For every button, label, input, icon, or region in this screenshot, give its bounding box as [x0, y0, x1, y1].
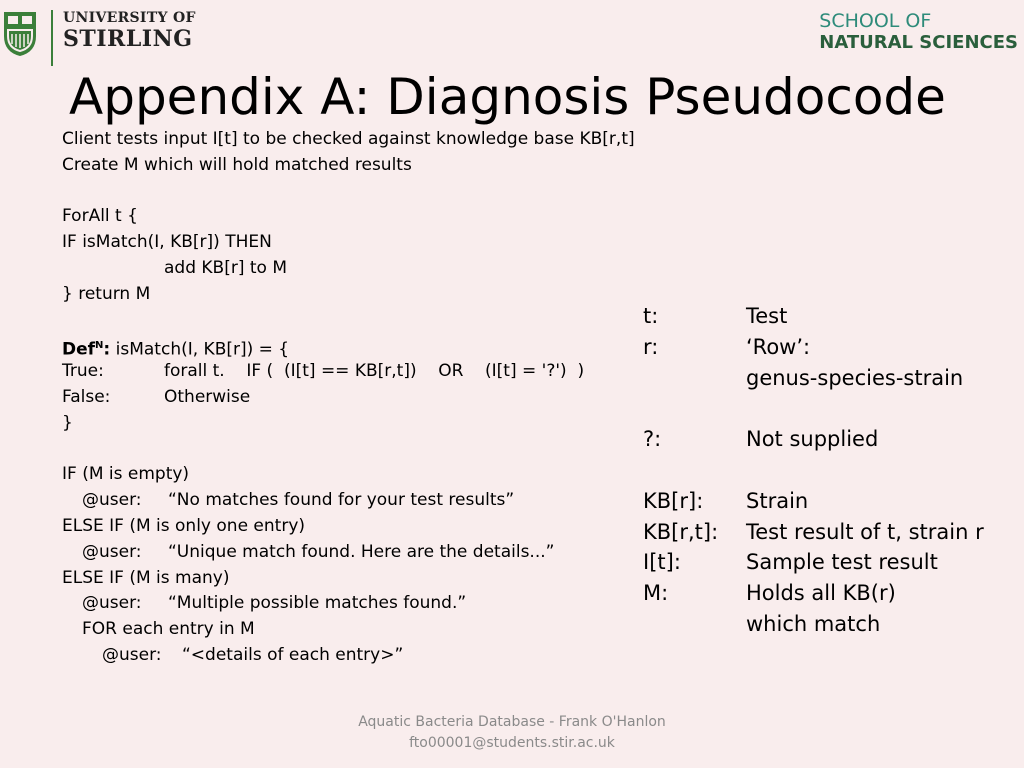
message-text: “Multiple possible matches found.”	[168, 593, 467, 614]
user-label: @user:	[82, 593, 142, 614]
definition-row	[643, 547, 984, 578]
university-name-line1: UNIVERSITY OF	[63, 10, 196, 26]
code-text: FOR each entry in M	[82, 619, 255, 640]
definition-row	[643, 578, 984, 609]
definitions-legend	[643, 301, 984, 640]
def-colon: :	[103, 340, 111, 361]
definition-desc: Test result of t, strain r	[746, 519, 984, 544]
code-line: ELSE IF (M is only one entry)	[62, 515, 306, 536]
logo-divider	[51, 10, 53, 66]
definition-term	[643, 609, 746, 640]
definition-row	[643, 609, 984, 640]
message-text: “No matches found for your test results”	[168, 490, 515, 511]
definition-term: t:	[643, 304, 659, 328]
code-line: IF (M is empty)	[62, 464, 190, 485]
definition-term: M:	[643, 581, 669, 606]
code-line: ForAll t {	[62, 206, 138, 227]
definition-desc: which match	[746, 611, 881, 636]
pseudocode-block	[62, 127, 635, 669]
code-line: }	[62, 412, 73, 433]
definition-row	[643, 486, 984, 517]
code-line: Create M which will hold matched results	[62, 154, 412, 175]
definition-term: ?:	[643, 427, 662, 452]
code-line: } return M	[62, 283, 151, 304]
school-name-line2: NATURAL SCIENCES	[819, 32, 1018, 53]
definition-desc: Holds all KB(r)	[746, 581, 896, 606]
university-logo	[0, 8, 210, 68]
false-label: False:	[62, 386, 111, 407]
definition-desc: Sample test result	[746, 550, 938, 575]
definition-term: I[t]:	[643, 550, 681, 575]
footer-author: Aquatic Bacteria Database - Frank O'Hanlon	[358, 714, 666, 730]
code-line	[62, 617, 635, 643]
true-label: True:	[62, 361, 104, 382]
code-line	[62, 643, 635, 669]
user-label: @user:	[82, 541, 142, 562]
code-line	[62, 256, 635, 282]
university-name-line2: STIRLING	[63, 26, 193, 52]
blank-line	[62, 179, 635, 205]
footer-email: fto00001@students.stir.ac.uk	[409, 735, 615, 751]
user-label: @user:	[82, 490, 142, 511]
message-text: “<details of each entry>”	[182, 644, 404, 665]
definition-term: r:	[643, 334, 659, 359]
code-text: add KB[r] to M	[164, 257, 288, 278]
def-superscript: N	[95, 340, 104, 352]
university-crest-icon	[2, 10, 38, 58]
def-signature: isMatch(I, KB[r]) = {	[110, 340, 290, 361]
code-line: ELSE IF (M is many)	[62, 567, 230, 588]
school-logo	[819, 10, 1018, 54]
definition-row	[643, 517, 984, 548]
definition-row	[643, 393, 984, 424]
code-line	[62, 540, 635, 566]
false-body: Otherwise	[164, 386, 251, 407]
definition-row	[643, 301, 984, 332]
def-label: Def	[62, 340, 96, 361]
true-body: forall t. IF ( (I[t] == KB[r,t]) OR (I[t] = '?') )	[164, 361, 585, 382]
blank-line	[62, 308, 635, 334]
definition-desc: Test	[746, 304, 788, 328]
definition-term: KB[r]:	[643, 488, 704, 513]
definition-term	[643, 455, 746, 486]
code-line	[62, 385, 635, 411]
slide-title: Appendix A: Diagnosis Pseudocode	[69, 68, 946, 126]
code-line	[62, 359, 635, 385]
definition-desc: Strain	[746, 488, 809, 513]
code-line	[62, 591, 635, 617]
definition-row	[643, 363, 984, 394]
slide-footer	[0, 712, 1024, 754]
definition-header	[62, 333, 635, 359]
code-line: Client tests input I[t] to be checked against knowledge base KB[r,t]	[62, 129, 635, 149]
definition-term: KB[r,t]:	[643, 519, 719, 544]
definition-row	[643, 455, 984, 486]
definition-term	[643, 393, 746, 424]
school-name-line1: SCHOOL OF	[819, 10, 932, 32]
message-text: “Unique match found. Here are the details...”	[168, 541, 555, 562]
definition-row	[643, 424, 984, 455]
definition-desc: genus-species-strain	[746, 365, 964, 390]
code-line	[62, 488, 635, 514]
definition-desc: Not supplied	[746, 427, 879, 452]
definition-desc: ‘Row’:	[746, 334, 811, 359]
blank-line	[62, 437, 635, 463]
definition-term	[643, 363, 746, 394]
code-line: IF isMatch(I, KB[r]) THEN	[62, 232, 272, 253]
definition-row	[643, 332, 984, 363]
user-label: @user:	[102, 644, 162, 665]
